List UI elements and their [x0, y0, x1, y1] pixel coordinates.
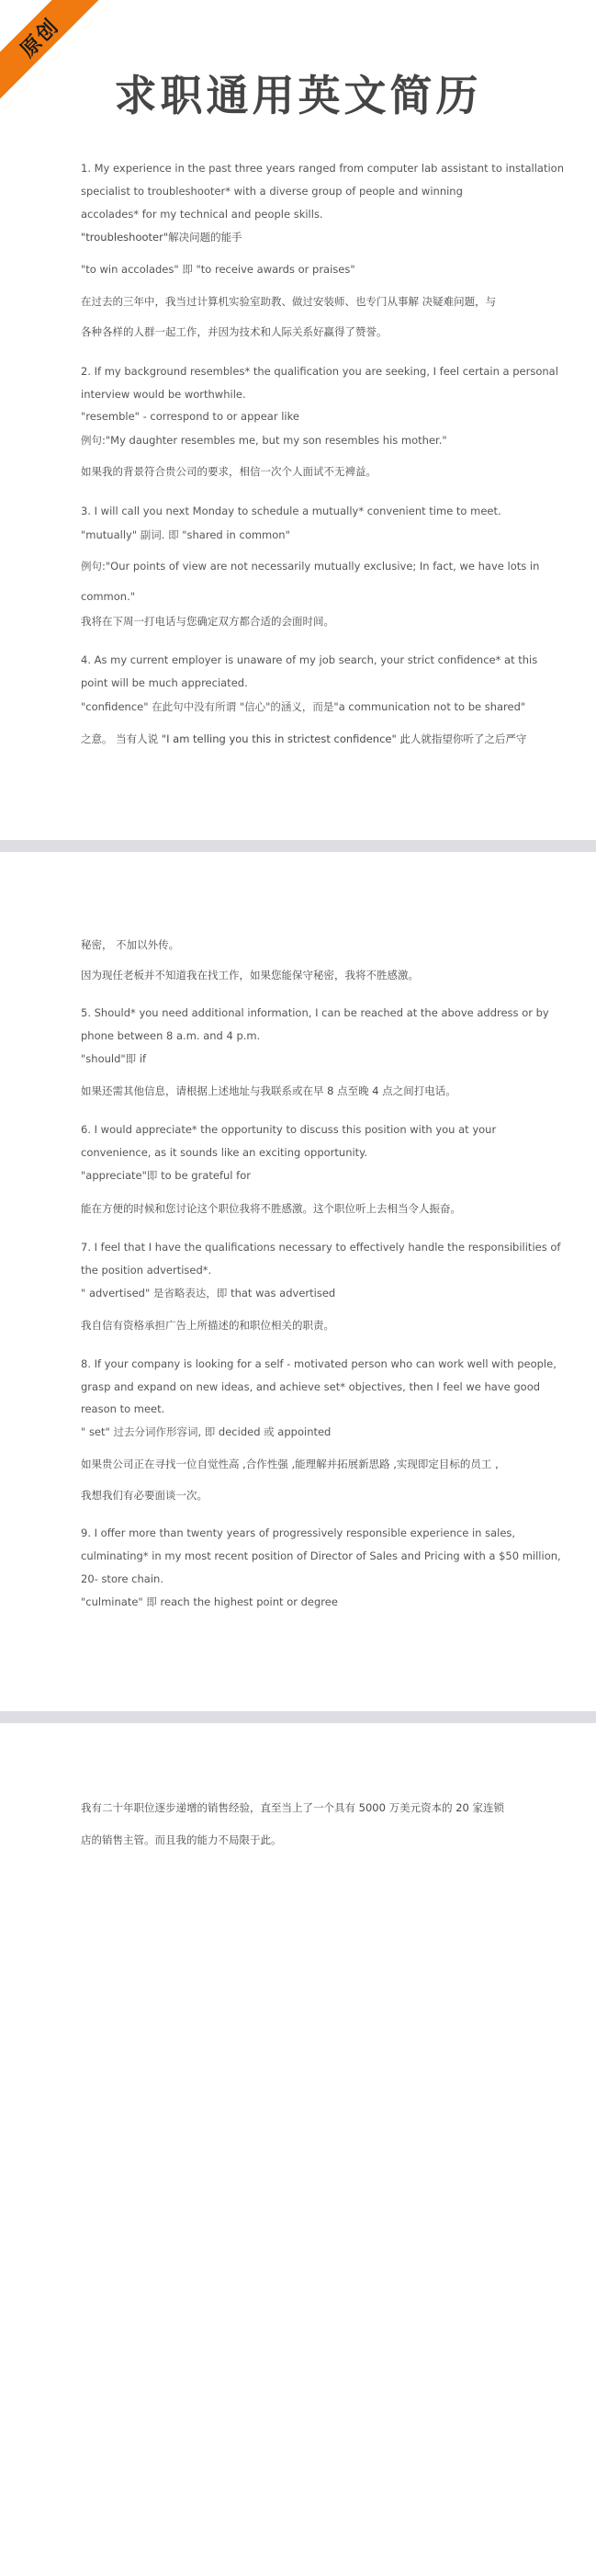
text-line: grasp and expand on new ideas, and achieve set* objectives, then I feel we have good [81, 1380, 541, 1393]
page-2 [0, 853, 596, 1711]
text-line: 我想我们有必要面谈一次。 [81, 1489, 208, 1502]
text-line: 如果我的背景符合贵公司的要求，相信一次个人面试不无裨益。 [81, 465, 377, 478]
text-line: 秘密， 不加以外传。 [81, 938, 180, 951]
text-line: point will be much appreciated. [81, 676, 248, 689]
text-line: convenience, as it sounds like an exciting opportunity. [81, 1146, 368, 1159]
text-line: reason to meet. [81, 1402, 165, 1415]
text-line: 之意。 当有人说 "I am telling you this in strictest confidence" 此人就指望你听了之后严守 [81, 732, 527, 745]
text-line: phone between 8 a.m. and 4 p.m. [81, 1029, 261, 1042]
text-line: 因为现任老板并不知道我在找工作，如果您能保守秘密，我将不胜感激。 [81, 969, 419, 982]
text-line: "resemble" - correspond to or appear like [81, 410, 299, 423]
text-line: 我自信有资格承担广告上所描述的和职位相关的职责。 [81, 1319, 334, 1332]
text-line: "should"即 if [81, 1052, 147, 1065]
page-1 [0, 0, 596, 840]
text-line: "troubleshooter"解决问题的能手 [81, 231, 242, 244]
text-line: 6. I would appreciate* the opportunity to discuss this position with you at your [81, 1123, 497, 1136]
text-line: accolades* for my technical and people skills. [81, 208, 323, 221]
text-line: 8. If your company is looking for a self - motivated person who can work well with people, [81, 1357, 557, 1370]
text-line: 4. As my current employer is unaware of my job search, your strict confidence* at this [81, 653, 538, 666]
page-title: 求职通用英文简历 [114, 71, 482, 120]
page-separator [0, 840, 596, 852]
text-line: 5. Should* you need additional information, I can be reached at the above address or by [81, 1006, 549, 1019]
text-line: "to win accolades" 即 "to receive awards or praises" [81, 263, 355, 276]
text-line: 例句:"My daughter resembles me, but my son resembles his mother." [81, 434, 447, 447]
text-line: 20- store chain. [81, 1572, 163, 1585]
text-line: interview would be worthwhile. [81, 388, 246, 401]
text-line: " advertised" 是省略表达，即 that was advertised [81, 1287, 336, 1299]
text-line: 各种各样的人群一起工作，并因为技术和人际关系好赢得了赞誉。 [81, 325, 388, 338]
text-line: 能在方便的时候和您讨论这个职位我将不胜感激。这个职位听上去相当令人振奋。 [81, 1202, 461, 1215]
text-line: culminating* in my most recent position of Director of Sales and Pricing with a $50 million, [81, 1549, 561, 1562]
text-line: "culminate" 即 reach the highest point or degree [81, 1595, 338, 1608]
text-line: 9. I offer more than twenty years of progressively responsible experience in sales, [81, 1526, 516, 1539]
text-line: "mutually" 副词. 即 "shared in common" [81, 528, 290, 541]
text-line: "appreciate"即 to be grateful for [81, 1169, 251, 1182]
badge-label: 原创 [16, 14, 64, 62]
text-line: 3. I will call you next Monday to schedule a mutually* convenient time to meet. [81, 505, 501, 517]
text-line: 我将在下周一打电话与您确定双方都合适的会面时间。 [81, 615, 334, 628]
text-line: "confidence" 在此句中没有所谓 "信心"的涵义，而是"a communication not to be shared" [81, 700, 526, 713]
page-3 [0, 1723, 596, 2576]
text-line: " set" 过去分词作形容词, 即 decided 或 appointed [81, 1425, 332, 1438]
page-separator [0, 1711, 596, 1723]
text-line: 例句:"Our points of view are not necessarily mutually exclusive; In fact, we have lots in [81, 560, 540, 573]
text-line: 在过去的三年中，我当过计算机实验室助教、做过安装师、也专门从事解 决疑难问题，与 [81, 295, 497, 308]
text-line: 如果贵公司正在寻找一位自觉性高 ,合作性强 ,能理解并拓展新思路 ,实现即定目标的员工 , [81, 1458, 499, 1470]
text-line: 店的销售主管。而且我的能力不局限于此。 [81, 1833, 282, 1846]
text-line: 如果还需其他信息，请根据上述地址与我联系或在早 8 点至晚 4 点之间打电话。 [81, 1084, 456, 1097]
text-line: 我有二十年职位逐步递增的销售经验，直至当上了一个具有 5000 万美元资本的 20 家连锁 [81, 1801, 505, 1814]
text-line: common." [81, 590, 136, 603]
text-line: 1. My experience in the past three years ranged from computer lab assistant to installation [81, 162, 565, 175]
text-line: the position advertised*. [81, 1264, 212, 1277]
text-line: 7. I feel that I have the qualifications necessary to effectively handle the responsibilities of [81, 1241, 561, 1254]
text-line: specialist to troubleshooter* with a diverse group of people and winning [81, 185, 463, 198]
text-line: 2. If my background resembles* the qualification you are seeking, I feel certain a personal [81, 365, 558, 378]
